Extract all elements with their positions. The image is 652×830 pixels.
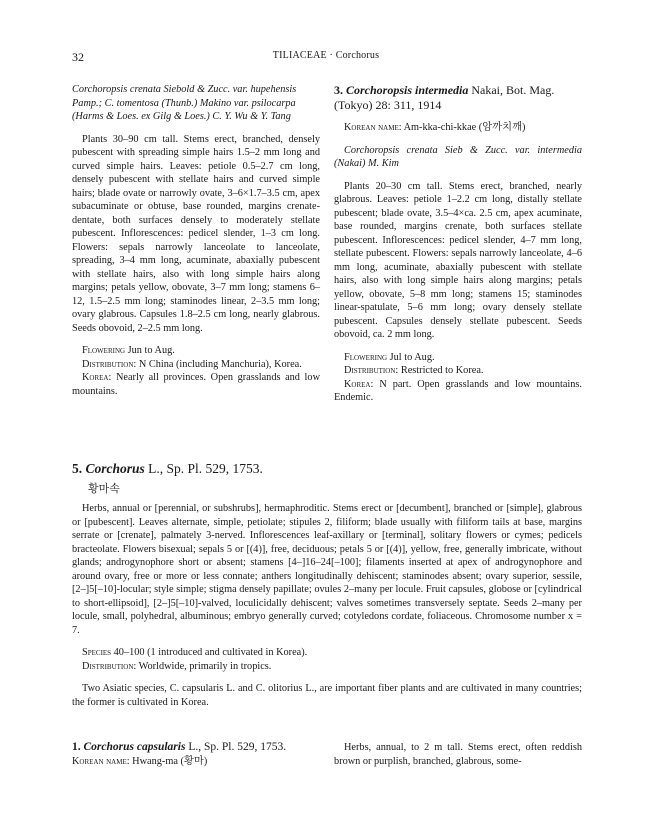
right-description: Plants 20–30 cm tall. Stems erect, branched, nearly glabrous. Leaves: petiole 1–2.2 cm long, distally stellate pubescent; blade ovate, 3.5–4×ca. 2.5 cm, apex acuminate, base rounded, margins crenate, both surfaces stellate pubescent. Inflorescences: pedicel slender, 4–7 mm long, stellate pubescent. Flowers: sepals narrowly lanceolate, 4–6 mm long, acuminate, abaxially pubescent with stellate hairs, also with long simple hairs along margins; petals yellow, obovate, 5–8 mm long; stamens 15; staminodes linear-spatulate, 5–6 mm long; ovary densely stellate pubescent. Capsules densely stellate pubescent. Seeds obovoid, ca. 2 mm long. [334,180,582,340]
species1-right [334,741,582,777]
species1-left [72,740,320,769]
left-distribution: Distribution: N China (including Manchuria), Korea. [82,358,302,370]
left-column [72,83,320,398]
species1-heading: 1. Corchorus capsularis L., Sp. Pl. 529, 1753. [72,741,287,753]
left-description: Plants 30–90 cm tall. Stems erect, branched, densely pubescent with spreading simple hairs 1.5–2 mm long and curved simple hairs. Leaves: petiole 0.5–2.7 cm long, densely pubescent with stellate hairs and curved simple hairs; blade ovate or narrowly ovate, 3–6×1.7–3.5 cm, apex subacuminate or obtuse, base rounded, margins crenate-dentate, both surfaces densely to moderately stellate pubescent. Inflorescences: pedicel slender, 1–3 cm long. Flowers: sepals narrowly lanceolate to lanceolate, spreading, 3–4 mm long, acuminate, abaxially pubescent with stellate hairs, also with long simple hairs along margins; petals yellow, obovate, 3–7 mm long; stamens 6–12, 1.5–2.5 mm long; staminodes linear, 2–3.5 mm long; ovary glabrous. Capsules 1.8–2.5 cm long, nearly glabrous. Seeds obovoid, 2–2.5 mm long. [72,133,320,334]
genus-body [72,502,582,718]
species1-korean-name: Korean name: Hwang-ma (황마) [72,756,208,767]
right-column [334,83,582,405]
genus-species-count: Species 40–100 (1 introduced and cultivated in Korea). [82,647,308,658]
running-head: TILIACEAE · Corchorus [272,50,380,61]
species-heading: 3. Corchoropsis intermedia Nakai, Bot. Mag. (Tokyo) 28: 311, 1914 [334,83,555,112]
genus-description: Herbs, annual or [perennial, or subshrubs], hermaphroditic. Stems erect or [decumbent], branched or [simple], glabrous or [pubescent]. Leaves alternate, simple, petiolate; stipules 2, filiform; blade usually with filiform tails at base, margins serrate or [crenate], palmately 3-nerved. Inflorescences leaf-axillary or [terminal], solitary flowers or cymes; pedicels bracteolate. Flowers bisexual; sepals 5 or [(4)], free, deciduous; petals 5 or [(4)], yellow, free, generally imbricate, without glands; androgynophore short or absent; stamens [4–]16–24[–100]; filaments inserted at apex of androgynophore and around ovary, free or more or less connate; anthers longitudinally dehiscent; staminodes absent; ovary superior, sessile, [2–]5[–10]-locular; style simple; stigma densely papillate; ovules 2–many per locule. Fruit capsules, globose or [cylindrical to short-ellipsoid], [2–]5[–10]-valved, loculicidally dehiscent; valves sometimes transversely septate. Seeds 2–many per locule, small, polyhedral, albuminous; embryo generally curved; cotyledons cordate, foliaceous. Chromosome number x = 7. [72,503,582,636]
page-number: 32 [72,50,84,64]
genus-distribution: Distribution: Worldwide, primarily in tropics. [82,660,272,672]
korean-name: Korean name: Am-kka-chi-kkae (암까치깨) [344,122,526,133]
synonym-line: Corchoropsis crenata Siebold & Zucc. var. hupehensis [72,84,297,95]
genus-heading: 5. Corchorus L., Sp. Pl. 529, 1753. [72,461,263,476]
synonym-line: Pamp.; C. tomentosa (Thunb.) Makino var. psilocarpa [72,97,296,109]
genus-note: Two Asiatic species, C. capsularis L. and C. olitorius L., are important fiber plants and are cultivated in many countries; the former is cultivated in Korea. [72,683,582,708]
right-distribution: Distribution: Restricted to Korea. [344,365,484,376]
synonym-line: (Harms & Loes. ex Gilg & Loes.) C. Y. Wu & Y. Tang [72,111,291,122]
right-flowering: Flowering Jul to Aug. [344,351,435,363]
left-flowering: Flowering Jun to Aug. [82,345,175,356]
right-synonym: Corchoropsis crenata Sieb & Zucc. var. intermedia (Nakai) M. Kim [334,144,582,169]
species1-description: Herbs, annual, to 2 m tall. Stems erect, often reddish brown or purplish, branched, glabrous, some- [334,742,582,767]
right-korea: Korea: N part. Open grasslands and low mountains. Endemic. [334,378,583,403]
left-korea: Korea: Nearly all provinces. Open grasslands and low mountains. [72,372,320,397]
genus-korean-name: 황마속 [88,482,120,495]
left-synonyms [72,83,320,124]
